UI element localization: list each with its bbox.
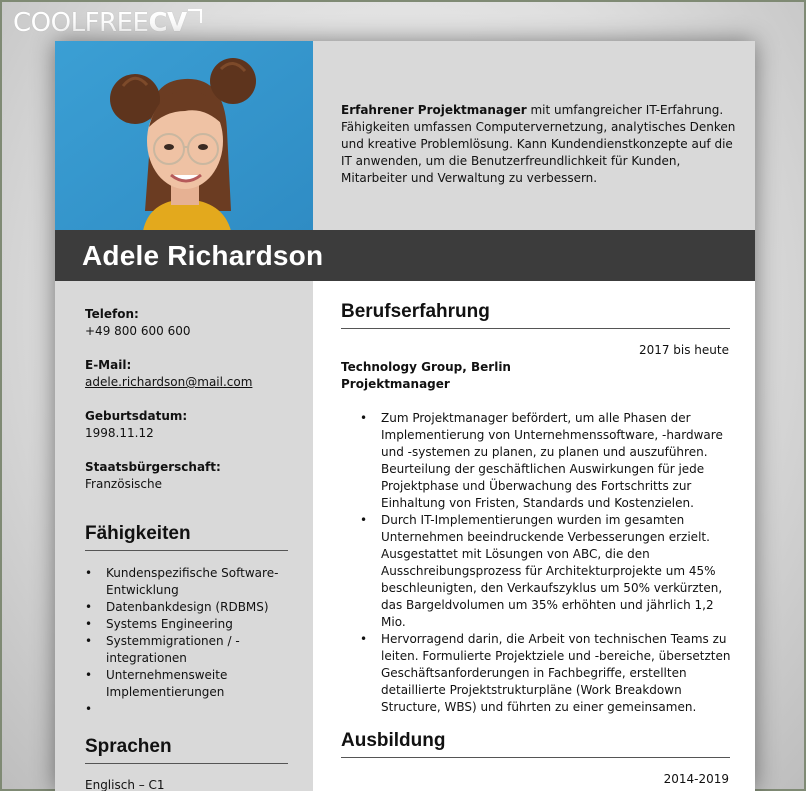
- language-item: Englisch – C1: [85, 778, 165, 791]
- summary-title: Erfahrener Projektmanager: [341, 103, 527, 117]
- contact-citizenship: [85, 459, 300, 493]
- logo-text-light: COOLFREE: [13, 8, 149, 38]
- list-item: • Datenbankdesign (RDBMS): [106, 599, 291, 616]
- experience-date: 2017 bis heute: [638, 343, 729, 357]
- summary-text: mit umfangreicher IT-Erfahrung. Fähigkeiten umfassen Computervernetzung, analytisches Denken und kreative Problemlösung. Kann Kundendienstkonzepte auf die IT anwenden, um die Benutzerfreundlichkeit für Kunden, Mitarbeiter und Verwaltung zu verbessern.: [341, 103, 736, 185]
- coolfreecv-logo: [13, 5, 202, 41]
- list-item: • Hervorragend darin, die Arbeit von technischen Teams zu leiten. Formulierte Projektziele und -bereiche, übersetzten Geschäftsanforderungen in Fachbegriffe, erstellten detaillierte Projektstrukturpläne (Work Breakdown Structure, WBS) und führten zu einer gemeinsamen.: [381, 631, 734, 716]
- contact-email: [85, 357, 300, 391]
- list-item: • Zum Projektmanager befördert, um alle Phasen der Implementierung von Unternehmenssoftware, -hardware und -systemen zu planen, zu planen und auszuführen. Beurteilung der geschäftlichen Auswirkungen für jede Projektphase und Überwachung des Fortschritts zur Einhaltung von Fristen, Standards und Kostenzielen.: [381, 410, 734, 512]
- experience-heading: Berufserfahrung: [341, 301, 730, 329]
- skills-heading: Fähigkeiten: [85, 523, 288, 551]
- list-item: • Systems Engineering: [106, 616, 291, 633]
- contact-value: +49 800 600 600: [85, 324, 191, 338]
- contact-label: E-Mail:: [85, 358, 132, 372]
- list-item: • Unternehmensweite Implementierungen: [106, 667, 291, 701]
- skills-list: [106, 565, 291, 718]
- profile-photo: [55, 41, 313, 231]
- contact-details: [85, 306, 300, 510]
- contact-label: Staatsbürgerschaft:: [85, 460, 221, 474]
- resume-page: [55, 41, 755, 791]
- job-role: Projektmanager: [341, 377, 450, 391]
- languages-heading: Sprachen: [85, 736, 288, 764]
- education-heading: Ausbildung: [341, 730, 730, 758]
- list-item: [106, 701, 291, 718]
- contact-value: 1998.11.12: [85, 426, 154, 440]
- job-company: Technology Group, Berlin: [341, 360, 511, 374]
- list-item: • Kundenspezifische Software-Entwicklung: [106, 565, 291, 599]
- candidate-name: Adele Richardson: [55, 230, 755, 281]
- contact-phone: [85, 306, 300, 340]
- contact-birthdate: [85, 408, 300, 442]
- contact-value: Französische: [85, 477, 162, 491]
- contact-label: Telefon:: [85, 307, 139, 321]
- profile-summary: [341, 102, 736, 187]
- contact-label: Geburtsdatum:: [85, 409, 188, 423]
- job-entry: [341, 359, 730, 393]
- email-link[interactable]: adele.richardson@mail.com: [85, 375, 253, 389]
- list-item: • Systemmigrationen / -integrationen: [106, 633, 291, 667]
- education-date: 2014-2019: [663, 772, 729, 786]
- list-item: • Durch IT-Implementierungen wurden im gesamten Unternehmen beeindruckende Verbesserungen erzielt. Ausgestattet mit Lösungen von ABC, die den Ausschreibungsprozess für Architekturprojekte um 45% beschleunigten, den Verkaufszyklus um 50% verkürzten, das Bargeldvolumen um 35% erhöhten und jährlich 1,2 Mio.: [381, 512, 734, 631]
- logo-text-bold: CV: [148, 8, 187, 38]
- experience-bullets: [381, 410, 734, 716]
- logo-corner-icon: [188, 9, 202, 23]
